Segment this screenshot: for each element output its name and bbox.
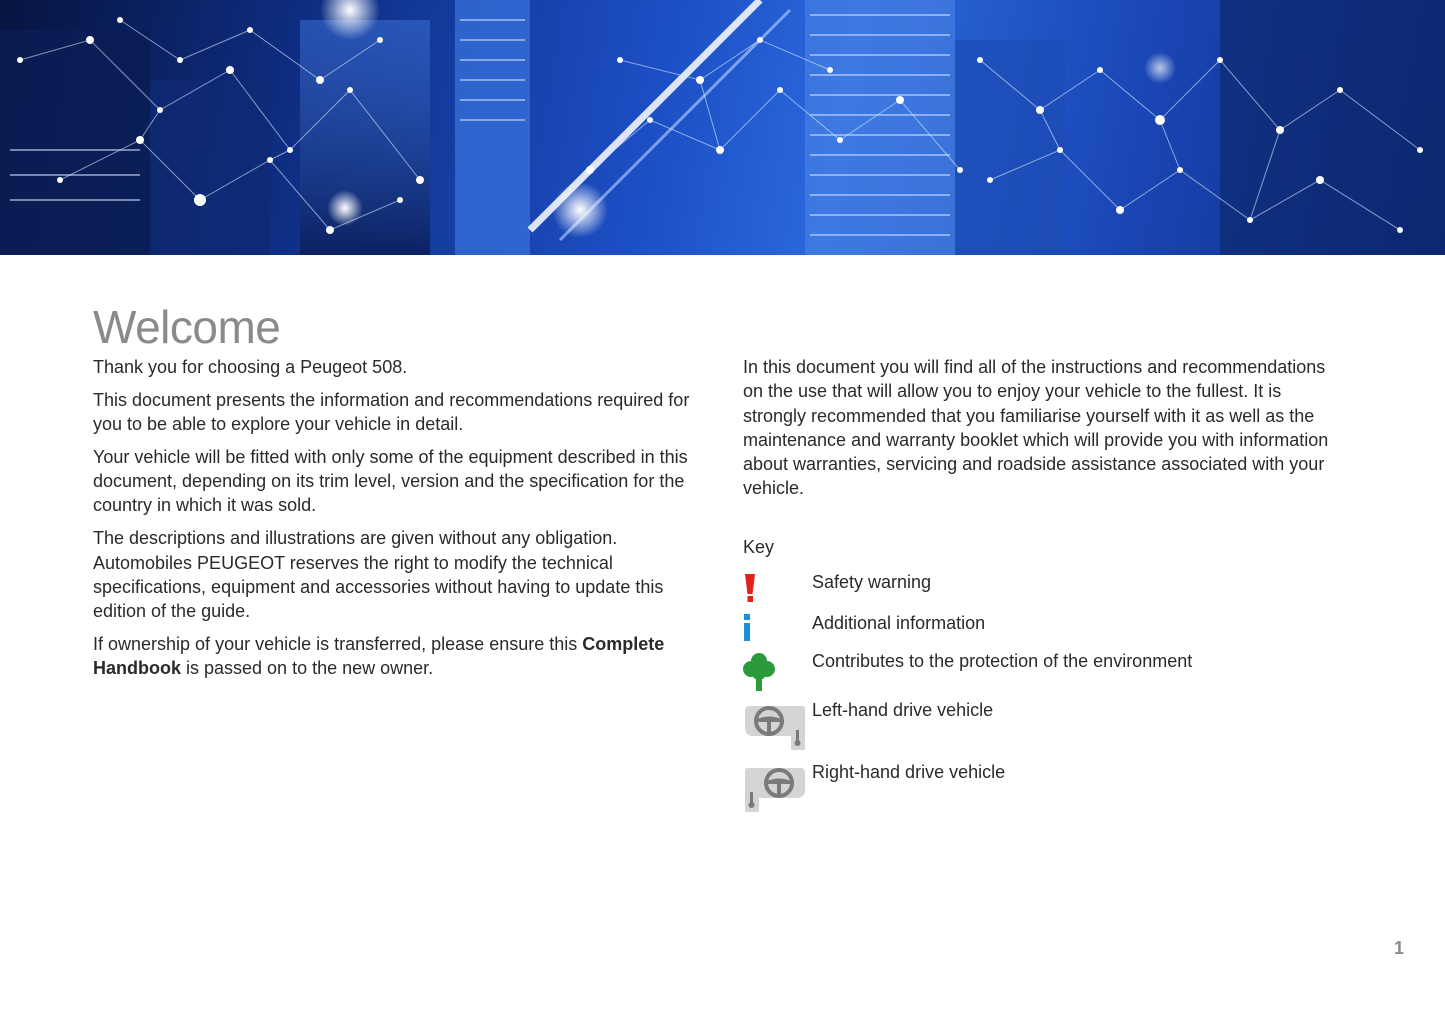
- key-title: Key: [743, 537, 775, 557]
- key-label: Safety warning: [812, 572, 932, 592]
- page-title: Welcome: [93, 301, 281, 353]
- key-item-left-hand-drive: [743, 700, 1383, 754]
- key-item-environment: [743, 651, 1383, 691]
- key-label: Contributes to the protection of the environment: [812, 651, 1193, 671]
- instructions-paragraph: In this document you will find all of the instructions and recommendations on the use that will allow you to enjoy your vehicle to the fullest. It is strongly recommended that you familiarise yourself with it as well as the maintenance and warranty booklet which will provide you with information about warranties, servicing and roadside assistance associated with your vehicle.: [743, 357, 1329, 499]
- intro-paragraph-3: Your vehicle will be fitted with only some of the equipment described in this document, depending on its trim level, version and the specification for the country in which it was sold.: [93, 446, 688, 516]
- intro-left-column: [93, 355, 693, 689]
- key-item-safety-warning: [743, 572, 1383, 612]
- key-item-additional-information: [743, 613, 1383, 653]
- city-network-illustration: [0, 0, 1445, 255]
- intro-paragraph-2: This document presents the information and recommendations required for you to be able to explore your vehicle in detail.: [93, 389, 690, 435]
- intro-paragraph-1: Thank you for choosing a Peugeot 508.: [93, 357, 408, 377]
- intro-right-column: [743, 355, 1333, 509]
- intro-paragraph-5: [93, 632, 693, 681]
- key-label: Additional information: [812, 613, 986, 633]
- ownership-text-end: is passed on to the new owner.: [181, 658, 434, 679]
- left-hand-drive-icon: [743, 700, 807, 754]
- tree-icon: [743, 651, 775, 691]
- key-item-right-hand-drive: [743, 762, 1383, 816]
- right-hand-drive-icon: [743, 762, 807, 816]
- info-icon: [743, 613, 757, 643]
- key-label: Left-hand drive vehicle: [812, 700, 994, 720]
- key-label: Right-hand drive vehicle: [812, 762, 1006, 782]
- ownership-text-start: If ownership of your vehicle is transferred, please ensure this: [93, 633, 583, 654]
- intro-paragraph-4: The descriptions and illustrations are given without any obligation. Automobiles PEUGEOT reserves the right to modify the technical specifications, equipment and accessories without having to update this edition of the guide.: [93, 528, 664, 622]
- header-banner-image: [0, 0, 1445, 255]
- complete-handbook-emphasis: Complete Handbook: [93, 633, 665, 679]
- page-number: 1: [1394, 938, 1405, 958]
- exclamation-icon: [743, 572, 757, 604]
